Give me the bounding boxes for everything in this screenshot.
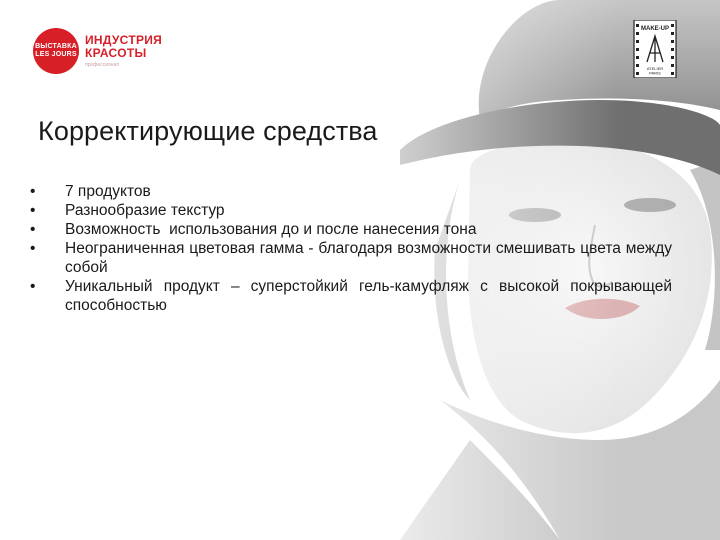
bullet-item [30,277,672,315]
bullet-item [30,220,672,239]
bullet-marker: • [30,221,36,238]
makeup-atelier-logo [628,20,682,78]
logo-subtitle: профессионал [85,61,120,68]
bullet-item [30,201,672,220]
logo-badge-text: ВЫСТАВКА LES JOURS [35,43,77,58]
bullet-text: Разнообразие текстур [65,202,225,219]
industry-beauty-logo [33,28,162,74]
bullet-item [30,182,672,201]
bullet-marker: • [30,278,36,295]
bullet-marker: • [30,183,36,200]
bullet-list [30,182,672,315]
logo-title-line2: КРАСОТЫ [85,45,147,60]
bullet-text: 7 продуктов [65,183,151,200]
makeup-brand-top-text: MAKE-UP [641,26,669,32]
bullet-text: Уникальный продукт – суперстойкий гель-камуфляж с высокой покрывающей способностью [65,278,672,314]
slide-title: Корректирующие средства [38,116,378,146]
bullet-text: Неограниченная цветовая гамма - благодаря возможности смешивать цвета между собой [65,240,672,276]
bullet-text: Возможность использования до и после нанесения тона [65,221,477,238]
bullet-marker: • [30,202,36,219]
logo-badge [33,28,79,74]
logo-title-line1: ИНДУСТРИЯ [85,32,163,47]
bullet-item [30,239,672,277]
logo-text [85,34,162,69]
bullet-marker: • [30,240,36,257]
makeup-brand-bottom-text: ATELIER PARIS [646,66,664,76]
